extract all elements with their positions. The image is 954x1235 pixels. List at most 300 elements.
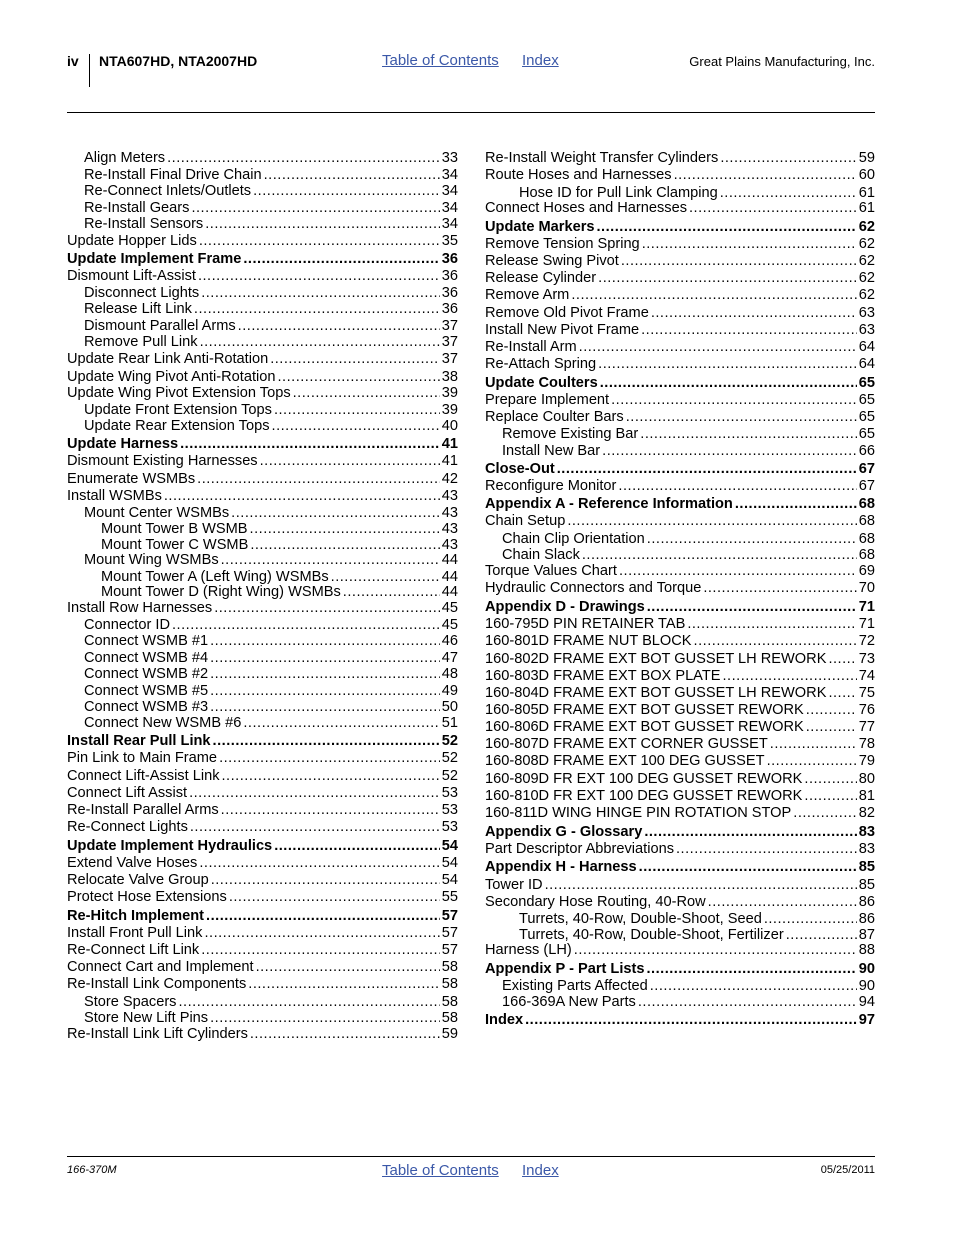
dot-leader — [210, 666, 440, 682]
toc-entry-title: Mount Tower A (Left Wing) WSMBs — [101, 569, 329, 585]
toc-entry[interactable] — [485, 1012, 875, 1028]
toc-entry[interactable] — [67, 552, 458, 568]
toc-entry-title: Appendix G - Glossary — [485, 824, 643, 840]
toc-entry-title: Re-Install Sensors — [84, 216, 204, 232]
toc-entry[interactable] — [485, 580, 875, 596]
toc-entry[interactable] — [485, 961, 875, 977]
toc-entry-page: 52 — [441, 750, 458, 766]
toc-entry[interactable] — [485, 375, 875, 391]
toc-entry[interactable] — [485, 200, 875, 216]
toc-entry-title: Re-Install Link Lift Cylinders — [67, 1026, 248, 1042]
dot-leader — [201, 285, 440, 301]
toc-entry[interactable] — [67, 584, 458, 600]
toc-entry-title: 166-369A New Parts — [502, 994, 636, 1010]
toc-entry[interactable] — [485, 496, 875, 512]
toc-entry[interactable] — [67, 1010, 458, 1026]
toc-entry-title: 160-811D WING HINGE PIN ROTATION STOP — [485, 805, 792, 821]
toc-entry-title: Mount Tower B WSMB — [101, 521, 248, 537]
toc-entry-title: Index — [485, 1012, 524, 1028]
toc-entry-page: 36 — [441, 285, 458, 301]
toc-entry[interactable] — [67, 150, 458, 166]
toc-entry-page: 86 — [858, 894, 875, 910]
dot-leader — [579, 339, 857, 355]
dot-leader — [248, 976, 440, 992]
dot-leader — [213, 733, 440, 749]
toc-entry-title: Align Meters — [84, 150, 166, 166]
toc-entry-page: 68 — [858, 547, 875, 563]
toc-entry-page: 61 — [858, 200, 875, 216]
toc-entry[interactable] — [67, 976, 458, 992]
toc-entry[interactable] — [67, 471, 458, 487]
toc-entry-page: 38 — [441, 369, 458, 385]
toc-entry-page: 74 — [858, 668, 875, 684]
toc-entry-title: Appendix P - Part Lists — [485, 961, 645, 977]
toc-entry-title: Connect Hoses and Harnesses — [485, 200, 687, 216]
toc-entry-title: 160-808D FRAME EXT 100 DEG GUSSET — [485, 753, 765, 769]
toc-entry-title: Remove Pull Link — [84, 334, 198, 350]
dot-leader — [197, 471, 440, 487]
dot-leader — [180, 436, 440, 452]
toc-entry-title: Re-Install Link Components — [67, 976, 247, 992]
toc-entry-page: 75 — [858, 685, 875, 701]
toc-entry-page: 34 — [441, 216, 458, 232]
toc-entry[interactable] — [67, 537, 458, 553]
toc-entry[interactable] — [485, 633, 875, 649]
toc-entry-title: Update Front Extension Tops — [84, 402, 272, 418]
toc-entry-page: 36 — [441, 251, 458, 267]
dot-leader — [770, 736, 857, 752]
toc-entry[interactable] — [485, 339, 875, 355]
dot-leader — [270, 351, 440, 367]
toc-entry-title: Re-Hitch Implement — [67, 908, 205, 924]
toc-entry-page: 62 — [858, 287, 875, 303]
dot-leader — [243, 251, 439, 267]
toc-entry-page: 52 — [441, 733, 458, 749]
toc-entry-title: 160-802D FRAME EXT BOT GUSSET LH REWORK — [485, 651, 827, 667]
toc-entry[interactable] — [67, 715, 458, 731]
toc-entry-page: 47 — [441, 650, 458, 666]
dot-leader — [210, 633, 440, 649]
toc-entry[interactable] — [67, 666, 458, 682]
toc-entry-title: Install WSMBs — [67, 488, 162, 504]
dot-leader — [828, 651, 856, 667]
dot-leader — [804, 771, 856, 787]
dot-leader — [720, 150, 856, 166]
dot-leader — [641, 322, 857, 338]
toc-entry-page: 86 — [858, 911, 875, 927]
toc-entry[interactable] — [485, 702, 875, 718]
toc-entry-title: Re-Connect Lift Link — [67, 942, 200, 958]
toc-entry-page: 62 — [858, 236, 875, 252]
dot-leader — [602, 443, 857, 459]
toc-entry-page: 51 — [441, 715, 458, 731]
toc-entry[interactable] — [67, 521, 458, 537]
toc-entry[interactable] — [485, 753, 875, 769]
toc-entry[interactable] — [485, 616, 875, 632]
toc-entry-title: Mount Wing WSMBs — [84, 552, 219, 568]
dot-leader — [764, 911, 857, 927]
toc-entry-page: 57 — [441, 908, 458, 924]
toc-entry-page: 78 — [858, 736, 875, 752]
toc-entry-title: 160-804D FRAME EXT BOT GUSSET LH REWORK — [485, 685, 827, 701]
toc-entry-title: Re-Install Gears — [84, 200, 190, 216]
toc-entry-title: Re-Attach Spring — [485, 356, 597, 372]
dot-leader — [178, 994, 439, 1010]
toc-entry[interactable] — [67, 268, 458, 284]
dot-leader — [804, 788, 856, 804]
toc-entry[interactable] — [67, 819, 458, 835]
toc-entry[interactable] — [485, 805, 875, 821]
dot-leader — [231, 505, 440, 521]
dot-leader — [646, 961, 856, 977]
toc-entry[interactable] — [485, 443, 875, 459]
footer-toc-link[interactable]: Table of Contents — [382, 1162, 499, 1179]
toc-entry-page: 37 — [441, 334, 458, 350]
toc-entry-title: Mount Tower C WSMB — [101, 537, 249, 553]
dot-leader — [735, 496, 857, 512]
dot-leader — [767, 753, 857, 769]
toc-entry[interactable] — [485, 668, 875, 684]
toc-entry[interactable] — [67, 855, 458, 871]
toc-entry[interactable] — [485, 719, 875, 735]
toc-entry-page: 71 — [858, 616, 875, 632]
toc-entry-title: Close-Out — [485, 461, 555, 477]
toc-entry-title: Re-Install Final Drive Chain — [84, 167, 262, 183]
toc-entry[interactable] — [67, 183, 458, 199]
toc-entry-page: 50 — [441, 699, 458, 715]
toc-entry-title: Remove Tension Spring — [485, 236, 640, 252]
toc-entry[interactable] — [67, 436, 458, 452]
toc-entry-page: 43 — [441, 537, 458, 553]
toc-entry-page: 34 — [441, 200, 458, 216]
toc-entry-title: Appendix A - Reference Information — [485, 496, 733, 512]
toc-entry[interactable] — [67, 838, 458, 854]
toc-entry[interactable] — [485, 859, 875, 875]
toc-entry-page: 62 — [858, 219, 875, 235]
toc-entry[interactable] — [485, 513, 875, 529]
toc-entry[interactable] — [67, 285, 458, 301]
toc-entry-title: Tower ID — [485, 877, 543, 893]
dot-leader — [650, 978, 857, 994]
toc-entry[interactable] — [67, 505, 458, 521]
toc-entry[interactable] — [67, 633, 458, 649]
toc-entry[interactable] — [485, 253, 875, 269]
dot-leader — [720, 185, 857, 201]
toc-entry[interactable] — [67, 802, 458, 818]
dot-leader — [222, 768, 440, 784]
toc-entry[interactable] — [485, 911, 875, 927]
toc-entry-page: 44 — [441, 569, 458, 585]
toc-entry[interactable] — [485, 563, 875, 579]
toc-entry[interactable] — [485, 824, 875, 840]
toc-entry-title: Secondary Hose Routing, 40-Row — [485, 894, 706, 910]
toc-entry[interactable] — [67, 385, 458, 401]
dot-leader — [618, 478, 856, 494]
toc-entry-title: 160-807D FRAME EXT CORNER GUSSET — [485, 736, 768, 752]
revision-date: 05/25/2011 — [820, 1164, 875, 1176]
toc-entry[interactable] — [485, 771, 875, 787]
toc-entry[interactable] — [67, 942, 458, 958]
header-toc-link[interactable]: Table of Contents — [382, 52, 499, 69]
dot-leader — [689, 200, 857, 216]
toc-entry[interactable] — [67, 251, 458, 267]
toc-entry[interactable] — [485, 236, 875, 252]
dot-leader — [722, 668, 856, 684]
dot-leader — [210, 1010, 440, 1026]
toc-entry-title: Update Wing Pivot Extension Tops — [67, 385, 291, 401]
toc-entry-title: Connect New WSMB #6 — [84, 715, 242, 731]
toc-entry-title: 160-795D PIN RETAINER TAB — [485, 616, 686, 632]
toc-entry-page: 43 — [441, 505, 458, 521]
toc-entry[interactable] — [67, 750, 458, 766]
toc-entry[interactable] — [67, 318, 458, 334]
toc-entry[interactable] — [67, 301, 458, 317]
toc-entry-page: 34 — [441, 167, 458, 183]
toc-entry-page: 64 — [858, 356, 875, 372]
toc-entry[interactable] — [67, 785, 458, 801]
toc-entry-title: Install Rear Pull Link — [67, 733, 211, 749]
toc-entry-title: Connector ID — [84, 617, 170, 633]
toc-entry-page: 79 — [858, 753, 875, 769]
dot-leader — [219, 750, 440, 766]
toc-entry-title: Store New Lift Pins — [84, 1010, 209, 1026]
toc-entry[interactable] — [67, 872, 458, 888]
dot-leader — [651, 305, 857, 321]
toc-entry-title: Torque Values Chart — [485, 563, 617, 579]
toc-entry-page: 63 — [858, 322, 875, 338]
toc-entry[interactable] — [67, 233, 458, 249]
toc-entry-title: Connect WSMB #5 — [84, 683, 209, 699]
toc-entry[interactable] — [67, 600, 458, 616]
toc-entry[interactable] — [485, 426, 875, 442]
toc-entry-page: 36 — [441, 268, 458, 284]
dot-leader — [214, 600, 440, 616]
toc-entry-title: Relocate Valve Group — [67, 872, 209, 888]
toc-entry[interactable] — [67, 1026, 458, 1042]
toc-entry[interactable] — [485, 978, 875, 994]
toc-entry-title: Existing Parts Affected — [502, 978, 648, 994]
toc-entry[interactable] — [67, 334, 458, 350]
toc-entry-page: 65 — [858, 426, 875, 442]
toc-entry[interactable] — [67, 925, 458, 941]
toc-entry-page: 59 — [441, 1026, 458, 1042]
toc-entry-title: Appendix D - Drawings — [485, 599, 645, 615]
toc-entry[interactable] — [485, 409, 875, 425]
toc-entry[interactable] — [67, 216, 458, 232]
toc-entry-page: 41 — [441, 453, 458, 469]
toc-entry[interactable] — [67, 617, 458, 633]
dot-leader — [638, 994, 857, 1010]
toc-entry-title: Update Coulters — [485, 375, 598, 391]
toc-entry-page: 42 — [441, 471, 458, 487]
toc-entry-page: 35 — [441, 233, 458, 249]
toc-entry-page: 54 — [441, 855, 458, 871]
toc-entry-page: 54 — [441, 838, 458, 854]
toc-entry-title: Update Implement Hydraulics — [67, 838, 273, 854]
dot-leader — [642, 236, 857, 252]
toc-entry[interactable] — [67, 167, 458, 183]
toc-entry-page: 43 — [441, 488, 458, 504]
toc-entry-page: 55 — [441, 889, 458, 905]
toc-entry[interactable] — [67, 418, 458, 434]
toc-entry[interactable] — [485, 877, 875, 893]
toc-entry-title: Pin Link to Main Frame — [67, 750, 218, 766]
toc-entry[interactable] — [485, 942, 875, 958]
toc-entry-page: 33 — [441, 150, 458, 166]
toc-entry[interactable] — [67, 908, 458, 924]
toc-entry-title: Appendix H - Harness — [485, 859, 637, 875]
toc-entry[interactable] — [67, 569, 458, 585]
toc-entry[interactable] — [485, 547, 875, 563]
dot-leader — [274, 838, 440, 854]
toc-entry-page: 83 — [858, 824, 875, 840]
dot-leader — [191, 200, 439, 216]
toc-entry[interactable] — [485, 478, 875, 494]
header-index-link[interactable]: Index — [522, 52, 559, 69]
toc-entry[interactable] — [67, 699, 458, 715]
toc-entry-page: 44 — [441, 584, 458, 600]
dot-leader — [598, 270, 857, 286]
toc-entry-page: 37 — [441, 351, 458, 367]
dot-leader — [703, 580, 856, 596]
toc-entry-title: Replace Coulter Bars — [485, 409, 624, 425]
toc-entry-title: Release Swing Pivot — [485, 253, 619, 269]
toc-entry[interactable] — [67, 369, 458, 385]
toc-entry[interactable] — [485, 322, 875, 338]
toc-entry-title: Dismount Lift-Assist — [67, 268, 196, 284]
toc-entry[interactable] — [67, 402, 458, 418]
toc-entry-title: Re-Connect Inlets/Outlets — [84, 183, 252, 199]
toc-entry[interactable] — [485, 305, 875, 321]
dot-leader — [264, 167, 440, 183]
dot-leader — [647, 531, 857, 547]
toc-entry-title: Mount Center WSMBs — [84, 505, 230, 521]
toc-entry[interactable] — [485, 841, 875, 857]
dot-leader — [205, 216, 440, 232]
toc-entry[interactable] — [67, 453, 458, 469]
dot-leader — [277, 369, 439, 385]
toc-entry-title: Route Hoses and Harnesses — [485, 167, 672, 183]
dot-leader — [293, 385, 440, 401]
toc-entry-page: 61 — [858, 185, 875, 201]
dot-leader — [167, 150, 440, 166]
dot-leader — [260, 453, 440, 469]
toc-entry-page: 57 — [441, 925, 458, 941]
toc-entry[interactable] — [67, 768, 458, 784]
dot-leader — [582, 547, 857, 563]
toc-entry[interactable] — [485, 185, 875, 201]
toc-entry-page: 58 — [441, 994, 458, 1010]
dot-leader — [545, 877, 857, 893]
toc-entry[interactable] — [67, 200, 458, 216]
toc-entry-title: Release Lift Link — [84, 301, 192, 317]
toc-entry-page: 67 — [858, 478, 875, 494]
toc-entry-page: 65 — [858, 392, 875, 408]
toc-entry-title: Remove Arm — [485, 287, 570, 303]
dot-leader — [694, 633, 857, 649]
toc-entry-page: 39 — [441, 402, 458, 418]
toc-entry[interactable] — [485, 927, 875, 943]
toc-entry-page: 66 — [858, 443, 875, 459]
toc-entry-page: 53 — [441, 785, 458, 801]
toc-entry-title: Update Harness — [67, 436, 179, 452]
toc-entry[interactable] — [67, 351, 458, 367]
toc-entry[interactable] — [485, 599, 875, 615]
toc-entry-title: Chain Setup — [485, 513, 566, 529]
toc-entry[interactable] — [485, 788, 875, 804]
dot-leader — [198, 268, 440, 284]
toc-entry[interactable] — [485, 651, 875, 667]
toc-entry-page: 58 — [441, 976, 458, 992]
dot-leader — [221, 802, 440, 818]
toc-entry[interactable] — [485, 461, 875, 477]
toc-entry[interactable] — [485, 270, 875, 286]
toc-entry[interactable] — [485, 150, 875, 166]
dot-leader — [806, 702, 857, 718]
dot-leader — [600, 375, 857, 391]
toc-entry-title: Install New Pivot Frame — [485, 322, 640, 338]
toc-entry[interactable] — [67, 650, 458, 666]
toc-entry-page: 45 — [441, 617, 458, 633]
dot-leader — [676, 841, 857, 857]
toc-entry[interactable] — [485, 531, 875, 547]
toc-entry-page: 88 — [858, 942, 875, 958]
toc-entry-page: 82 — [858, 805, 875, 821]
dot-leader — [199, 233, 440, 249]
dot-leader — [793, 805, 857, 821]
toc-entry[interactable] — [485, 894, 875, 910]
toc-entry[interactable] — [67, 994, 458, 1010]
toc-entry-page: 72 — [858, 633, 875, 649]
toc-entry-title: Extend Valve Hoses — [67, 855, 198, 871]
toc-entry[interactable] — [67, 959, 458, 975]
toc-entry-title: Remove Old Pivot Frame — [485, 305, 649, 321]
dot-leader — [708, 894, 857, 910]
footer-index-link[interactable]: Index — [522, 1162, 559, 1179]
toc-entry-page: 83 — [858, 841, 875, 857]
dot-leader — [210, 699, 440, 715]
toc-entry[interactable] — [485, 685, 875, 701]
toc-entry[interactable] — [485, 287, 875, 303]
toc-entry-title: Harness (LH) — [485, 942, 572, 958]
toc-entry[interactable] — [485, 219, 875, 235]
toc-entry-page: 70 — [858, 580, 875, 596]
toc-entry-title: Connect WSMB #3 — [84, 699, 209, 715]
dot-leader — [190, 819, 440, 835]
toc-entry-page: 68 — [858, 513, 875, 529]
toc-entry[interactable] — [485, 994, 875, 1010]
dot-leader — [211, 872, 440, 888]
toc-entry-page: 77 — [858, 719, 875, 735]
toc-entry[interactable] — [67, 733, 458, 749]
dot-leader — [253, 183, 440, 199]
toc-entry-page: 44 — [441, 552, 458, 568]
toc-entry[interactable] — [67, 889, 458, 905]
toc-entry-page: 54 — [441, 872, 458, 888]
toc-entry[interactable] — [67, 683, 458, 699]
toc-entry[interactable] — [485, 356, 875, 372]
toc-entry[interactable] — [67, 488, 458, 504]
toc-entry[interactable] — [485, 736, 875, 752]
toc-entry-page: 39 — [441, 385, 458, 401]
dot-leader — [274, 402, 440, 418]
dot-leader — [221, 552, 440, 568]
toc-entry-page: 43 — [441, 521, 458, 537]
toc-entry[interactable] — [485, 392, 875, 408]
toc-entry-page: 37 — [441, 318, 458, 334]
toc-entry-title: Update Wing Pivot Anti-Rotation — [67, 369, 276, 385]
toc-entry[interactable] — [485, 167, 875, 183]
